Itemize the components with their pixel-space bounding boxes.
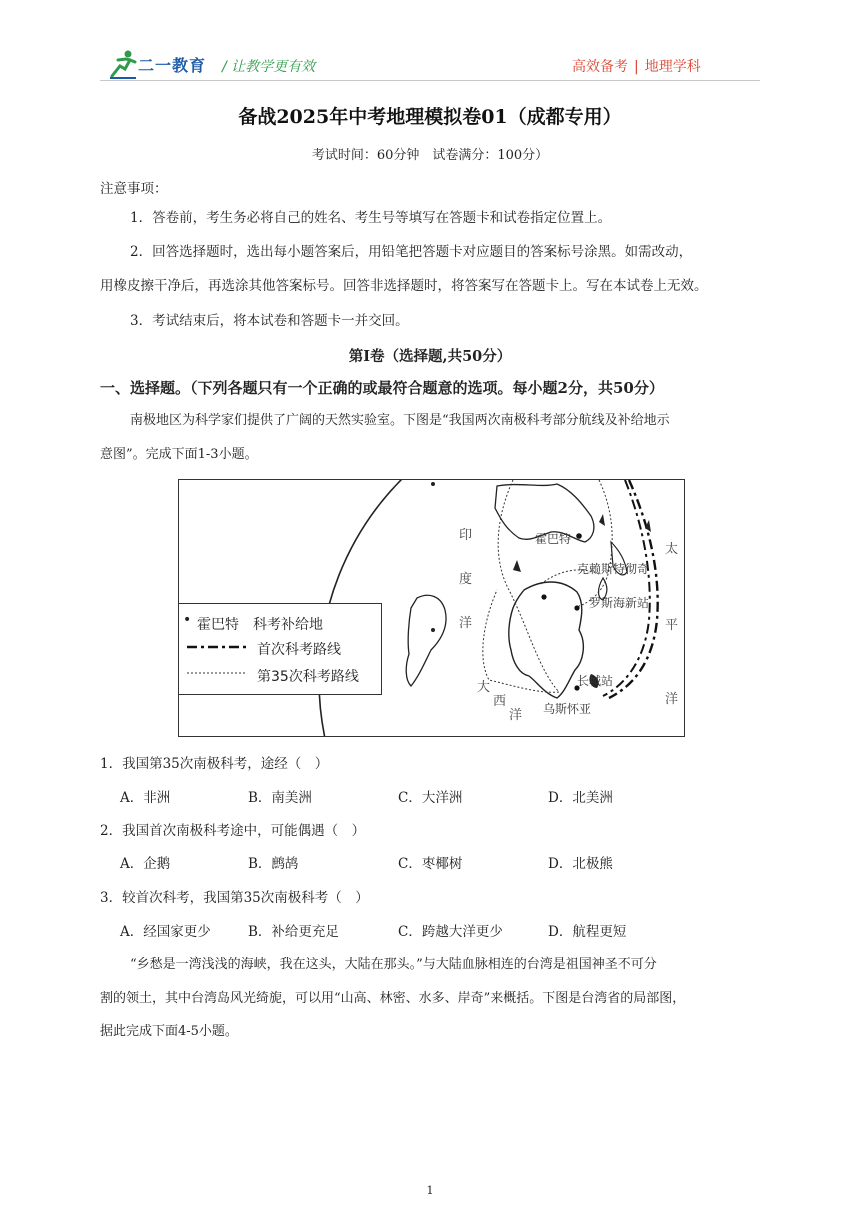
label-atlantic-2: 西 [493, 694, 507, 709]
label-pacific-3: 洋 [665, 692, 679, 707]
page-number: 1 [426, 1184, 434, 1197]
note-item-1: 1．答卷前，考生务必将自己的姓名、考生号等填写在答题卡和试卷指定位置上。 [130, 210, 612, 226]
question-3-option-d: D．航程更短 [548, 924, 627, 940]
map-legend [178, 603, 382, 695]
legend-supply-label: 霍巴特 科考补给地 [197, 617, 323, 633]
legend-first-route-line [187, 644, 247, 650]
label-ushuaia: 乌斯怀亚 [543, 702, 592, 716]
logo-text: 二一教育 [138, 56, 207, 75]
logo [108, 48, 218, 80]
legend-first-route-label: 首次科考路线 [257, 642, 341, 658]
label-hobart: 霍巴特 [535, 532, 572, 546]
legend-35th-route-label: 第35次科考路线 [257, 669, 359, 685]
intro1-line1: 南极地区为科学家们提供了广阔的天然实验室。下图是“我国两次南极科考部分航线及补给地示 [130, 413, 670, 428]
notes-heading: 注意事项： [100, 181, 168, 197]
intro2-line1: “乡愁是一湾浅浅的海峡，我在这头，大陆在那头。”与大陆血脉相连的台湾是祖国神圣不可分 [130, 957, 657, 972]
label-ross-station: 罗斯海新站 [589, 596, 650, 610]
legend-dot-symbol: • [183, 612, 192, 628]
label-atlantic-3: 洋 [509, 708, 523, 723]
label-indian-1: 印 [459, 528, 473, 543]
header-slogan: / 让教学更有效 [222, 59, 316, 75]
question-1-option-a: A．非洲 [120, 790, 171, 806]
question-3-option-b: B．补给更充足 [248, 924, 339, 940]
header-divider [100, 80, 760, 81]
part-title: 一、选择题。（下列各题只有一个正确的或最符合题意的选项。每小题2分，共50分） [100, 379, 664, 397]
question-1-option-b: B．南美洲 [248, 790, 312, 806]
section-title: 第Ⅰ卷（选择题,共50分） [348, 348, 512, 365]
legend-35th-route-line [187, 671, 247, 675]
question-2-option-d: D．北极熊 [548, 856, 613, 872]
question-1-stem: 1．我国第35次南极科考，途经（ ） [100, 756, 329, 772]
label-great-wall-station: 长城站 [577, 674, 614, 688]
intro2-line2: 割的领土，其中台湾岛风光绮旎，可以用“山高、林密、水多、岸奇”来概括。下图是台湾省的局部图， [100, 991, 686, 1006]
question-3-option-a: A．经国家更少 [120, 924, 211, 940]
label-atlantic-1: 大 [477, 680, 491, 695]
question-2-option-b: B．鹧鸪 [248, 856, 299, 872]
question-3-stem: 3．较首次科考，我国第35次南极科考（ ） [100, 890, 369, 906]
note-item-2: 2．回答选择题时，选出每小题答案后，用铅笔把答题卡对应题目的答案标号涂黑。如需改动， [130, 244, 693, 260]
note-item-2-cont: 用橡皮擦干净后，再选涂其他答案标号。回答非选择题时，将答案写在答题卡上。写在本试卷上无效。 [100, 278, 708, 294]
intro1-line2: 意图”。完成下面1-3小题。 [100, 447, 258, 462]
question-2-option-c: C．枣椰树 [398, 856, 463, 872]
label-pacific-2: 平 [665, 618, 679, 633]
question-1-option-c: C．大洋洲 [398, 790, 463, 806]
note-item-3: 3．考试结束后，将本试卷和答题卡一并交回。 [130, 313, 409, 329]
label-indian-3: 洋 [459, 616, 473, 631]
label-christchurch: 克赖斯特彻奇 [577, 562, 650, 576]
exam-info: 考试时间：60分钟 试卷满分：100分） [311, 148, 549, 163]
question-2-option-a: A．企鹅 [120, 856, 171, 872]
intro2-line3: 据此完成下面4-5小题。 [100, 1024, 238, 1039]
question-2-stem: 2．我国首次南极科考途中，可能偶遇（ ） [100, 823, 366, 839]
question-1-option-d: D．北美洲 [548, 790, 613, 806]
page-title: 备战2025年中考地理模拟卷01（成都专用） [238, 106, 622, 128]
question-3-option-c: C．跨越大洋更少 [398, 924, 503, 940]
header-subject: 高效备考 | 地理学科 [572, 59, 701, 75]
runner-icon [108, 48, 138, 80]
label-pacific-1: 太 [665, 542, 679, 557]
label-indian-2: 度 [459, 572, 473, 587]
